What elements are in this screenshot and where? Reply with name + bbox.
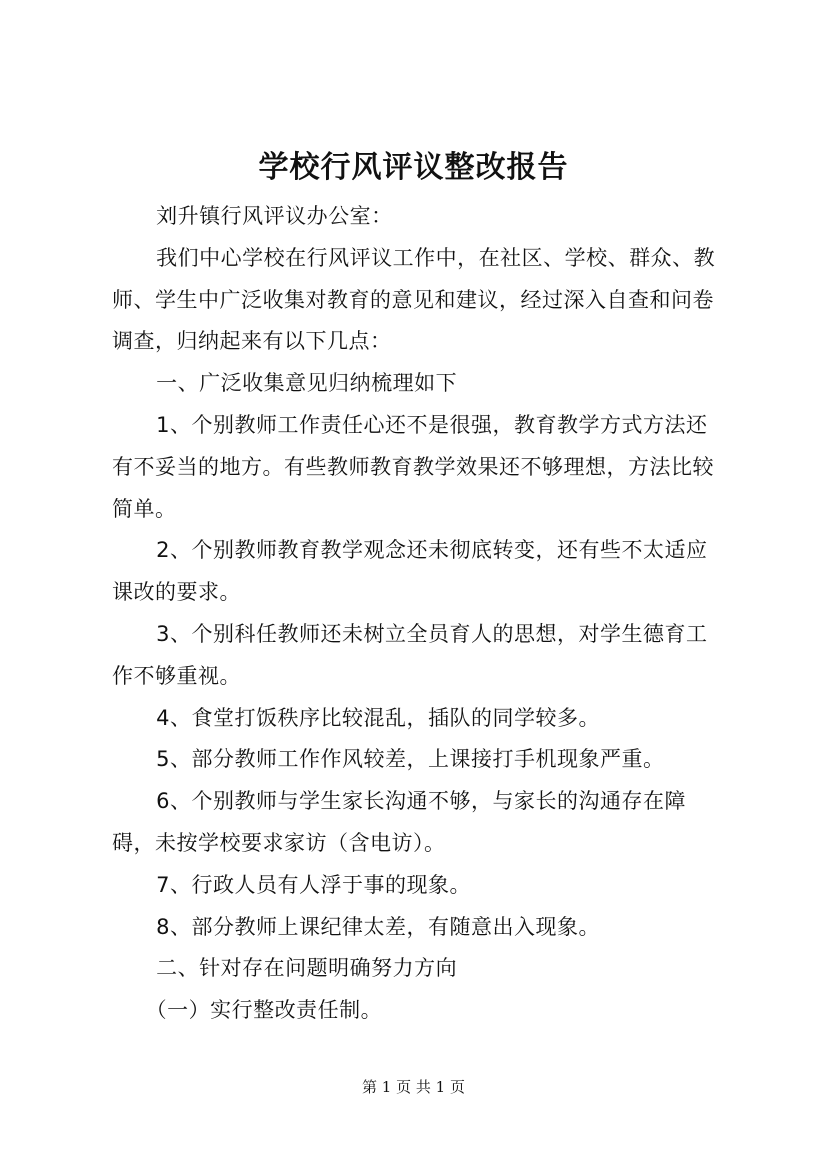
addressee-line: 刘升镇行风评议办公室： xyxy=(156,204,393,228)
list-item-6: 6、个别教师与学生家长沟通不够，与家长的沟通存在障碍，未按学校要求家访（含电访）。 xyxy=(112,789,686,855)
list-item-3: 3、个别科任教师还未树立全员育人的思想，对学生德育工作不够重视。 xyxy=(112,621,708,688)
list-item-7: 7、行政人员有人浮于事的现象。 xyxy=(156,872,471,897)
list-item-1: 1、个别教师工作责任心还不是很强，教育教学方式方法还有不妥当的地方。有些教师教育教学效果还不够理想，方法比较简单。 xyxy=(112,412,714,521)
subsection-heading-1: （一）实行整改责任制。 xyxy=(145,998,383,1023)
document-body xyxy=(112,196,727,1032)
document-title: 学校行风评议整改报告 xyxy=(258,150,569,185)
list-item-2: 2、个别教师教育教学观念还未彻底转变，还有些不太适应课改的要求。 xyxy=(112,538,708,605)
list-item-8: 8、部分教师上课纪律太差，有随意出入现象。 xyxy=(156,914,600,939)
intro-paragraph: 我们中心学校在行风评议工作中，在社区、学校、群众、教师、学生中广泛收集对教育的意见和建议，经过深入自查和问卷调查，归纳起来有以下几点： xyxy=(112,245,716,354)
list-item-4: 4、食堂打饭秩序比较混乱，插队的同学较多。 xyxy=(156,705,600,730)
section-heading-1: 一、广泛收集意见归纳梳理如下 xyxy=(156,371,458,396)
list-item-5: 5、部分教师工作作风较差，上课接打手机现象严重。 xyxy=(156,747,665,772)
section-heading-2: 二、针对存在问题明确努力方向 xyxy=(156,956,458,981)
page-number-footer: 第 1 页 共 1 页 xyxy=(362,1078,465,1096)
